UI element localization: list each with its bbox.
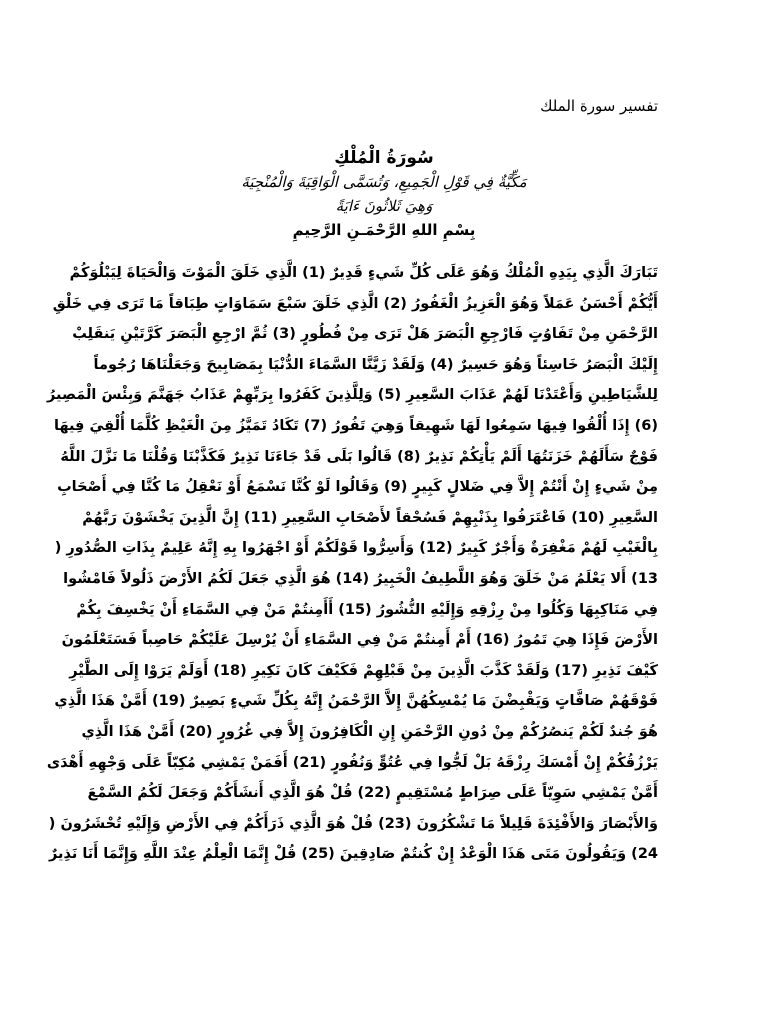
text-line: إِلَيْكَ الْبَصَرُ خَاسِئاً وَهُوَ حَسِيرٌ (4) وَلَقَدْ زَيَّنَّا السَّمَاءَ الدُّنْيَا بِمَصَابِيحَ وَجَعَلْنَاهَا رُجُوماً (93, 356, 658, 373)
text-line: يَرْزُقُكُمْ إِنْ أَمْسَكَ رِزْقَهُ بَلْ لَجُّوا فِي عُتُوٍّ وَنُفُورٍ (21) أَفَمَنْ يَمْشِي مُكِبّاً عَلَى وَجْهِهِ أَهْدَى (46, 754, 658, 771)
basmala: بِسْمِ اللهِ الرَّحْمَـنِ الرَّحِيمِ (292, 221, 476, 239)
text-line: بِالْغَيْبِ لَهُمْ مَغْفِرَةٌ وَأَجْرٌ كَبِيرٌ (12) وَأَسِرُّوا قَوْلَكُمْ أَوْ اجْهَرُوا بِهِ إِنَّهُ عَلِيمٌ بِذَاتِ الصُّدُورِ ( (54, 540, 658, 557)
text-line: فَوْجٌ سَأَلَهُمْ خَزَنَتُهَا أَلَمْ يَأْتِكُمْ نَذِيرٌ (8) قَالُوا بَلَى قَدْ جَاءَنَا نَذِيرٌ فَكَذَّبْنَا وَقُلْنَا مَا نَزَّلَ اللَّهُ (60, 448, 658, 465)
text-line: 13) أَلا يَعْلَمُ مَنْ خَلَقَ وَهُوَ اللَّطِيفُ الْخَبِيرُ (14) هُوَ الَّذِي جَعَلَ لَكُمُ الأَرْضَ ذَلُولاً فَامْشُوا (63, 570, 658, 587)
text-line: فَوْقَهُمْ صَافَّاتٍ وَيَقْبِضْنَ مَا يُمْسِكُهُنَّ إِلاَّ الرَّحْمَنُ إِنَّهُ بِكُلِّ شَيءٍ بَصِيرٌ (19) أَمَّنْ هَذَا الَّذِي (54, 693, 658, 710)
page-header: تفسير سورة الملك (540, 97, 658, 115)
text-line: أَيُّكُمْ أَحْسَنُ عَمَلاً وَهُوَ الْعَزِيزُ الْغَفُورُ (2) الَّذِي خَلَقَ سَبْعَ سَمَاوَاتٍ طِبَاقاً مَا تَرَى فِي خَلْقِ (52, 295, 658, 312)
text-line: فِي مَنَاكِبِهَا وَكُلُوا مِنْ رِزْقِهِ وَإِلَيْهِ النُّشُورُ (15) أَأَمِنتُمْ مَنْ فِي السَّمَاءِ أَنْ يَخْسِفَ بِكُمْ (76, 601, 658, 618)
text-line: أَمَّنْ يَمْشِي سَوِيّاً عَلَى صِرَاطٍ مُسْتَقِيمٍ (22) قُلْ هُوَ الَّذِي أَنشَأَكُمْ وَجَعَلَ لَكُمُ السَّمْعَ (87, 785, 658, 802)
text-line: الأَرْضَ فَإِذَا هِيَ تَمُورُ (16) أَمْ أَمِنتُمْ مَنْ فِي السَّمَاءِ أَنْ يُرْسِلَ عَلَيْكُمْ حَاصِباً فَسَتَعْلَمُونَ (61, 632, 658, 649)
text-line: السَّعِيرِ (10) فَاعْتَرَفُوا بِذَنْبِهِمْ فَسُحْقاً لأَصْحَابِ السَّعِيرِ (11) إِنَّ الَّذِينَ يَخْشَوْنَ رَبَّهُمْ (82, 509, 658, 526)
text-line: لِلشَّيَاطِينِ وَأَعْتَدْنَا لَهُمْ عَذَابَ السَّعِيرِ (5) وَلِلَّذِينَ كَفَرُوا بِرَبِّهِمْ عَذَابُ جَهَنَّمَ وَبِئْسَ الْمَصِيرُ (47, 387, 658, 404)
surah-heading-block (0, 146, 768, 242)
surah-description: مَكِّيَّةٌ فِي قَوْلِ الْجَمِيعِ، وَتُسَمَّى الْوَاقِيَةَ وَالْمُنْجِيَةَ (241, 173, 527, 191)
surah-title: سُورَةُ الْمُلْكِ (334, 148, 434, 168)
text-line: الرَّحْمَنِ مِنْ تَفَاوُتٍ فَارْجِعِ الْبَصَرَ هَلْ تَرَى مِنْ فُطُورٍ (3) ثُمَّ ارْجِعِ الْبَصَرَ كَرَّتَيْنِ يَنقَلِبْ (72, 326, 658, 343)
verse-count: وَهِيَ ثَلاثُونَ ءَايَةً (335, 197, 433, 215)
surah-text (46, 258, 658, 870)
text-line: هُوَ جُندٌ لَكُمْ يَنصُرُكُمْ مِنْ دُونِ الرَّحْمَنِ إِنِ الْكَافِرُونَ إِلاَّ فِي غُرُورٍ (20) أَمَّنْ هَذَا الَّذِي (81, 723, 658, 740)
text-line: 24) وَيَقُولُونَ مَتَى هَذَا الْوَعْدُ إِنْ كُنتُمْ صَادِقِينَ (25) قُلْ إِنَّمَا الْعِلْمُ عِنْدَ اللَّهِ وَإِنَّمَا أَنَا نَذِيرٌ (49, 846, 658, 863)
text-line: (6) إِذَا أُلْقُوا فِيهَا سَمِعُوا لَهَا شَهِيقاً وَهِيَ تَفُورُ (7) تَكَادُ تَمَيَّزُ مِنَ الْغَيْظِ كُلَّمَا أُلْقِيَ فِيهَا (54, 417, 658, 434)
text-line: تَبَارَكَ الَّذِي بِيَدِهِ الْمُلْكُ وَهُوَ عَلَى كُلِّ شَيءٍ قَدِيرٌ (1) الَّذِي خَلَقَ الْمَوْتَ وَالْحَيَاةَ لِيَبْلُوَكُمْ (69, 265, 658, 281)
text-line: كَيْفَ نَذِيرِ (17) وَلَقَدْ كَذَّبَ الَّذِينَ مِنْ قَبْلِهِمْ فَكَيْفَ كَانَ نَكِيرِ (18) أَوَلَمْ يَرَوْا إِلَى الطَّيْرِ (69, 662, 658, 679)
text-line: مِنْ شَيءٍ إِنْ أَنْتُمْ إِلاَّ فِي ضَلالٍ كَبِيرٍ (9) وَقَالُوا لَوْ كُنَّا نَسْمَعُ أَوْ نَعْقِلُ مَا كُنَّا فِي أَصْحَابِ (57, 479, 658, 496)
text-line: وَالأَبْصَارَ وَالأَفْئِدَةَ قَلِيلاً مَا تَشْكُرُونَ (23) قُلْ هُوَ الَّذِي ذَرَأَكُمْ فِي الأَرْضِ وَإِلَيْهِ تُحْشَرُونَ ( (48, 815, 658, 832)
